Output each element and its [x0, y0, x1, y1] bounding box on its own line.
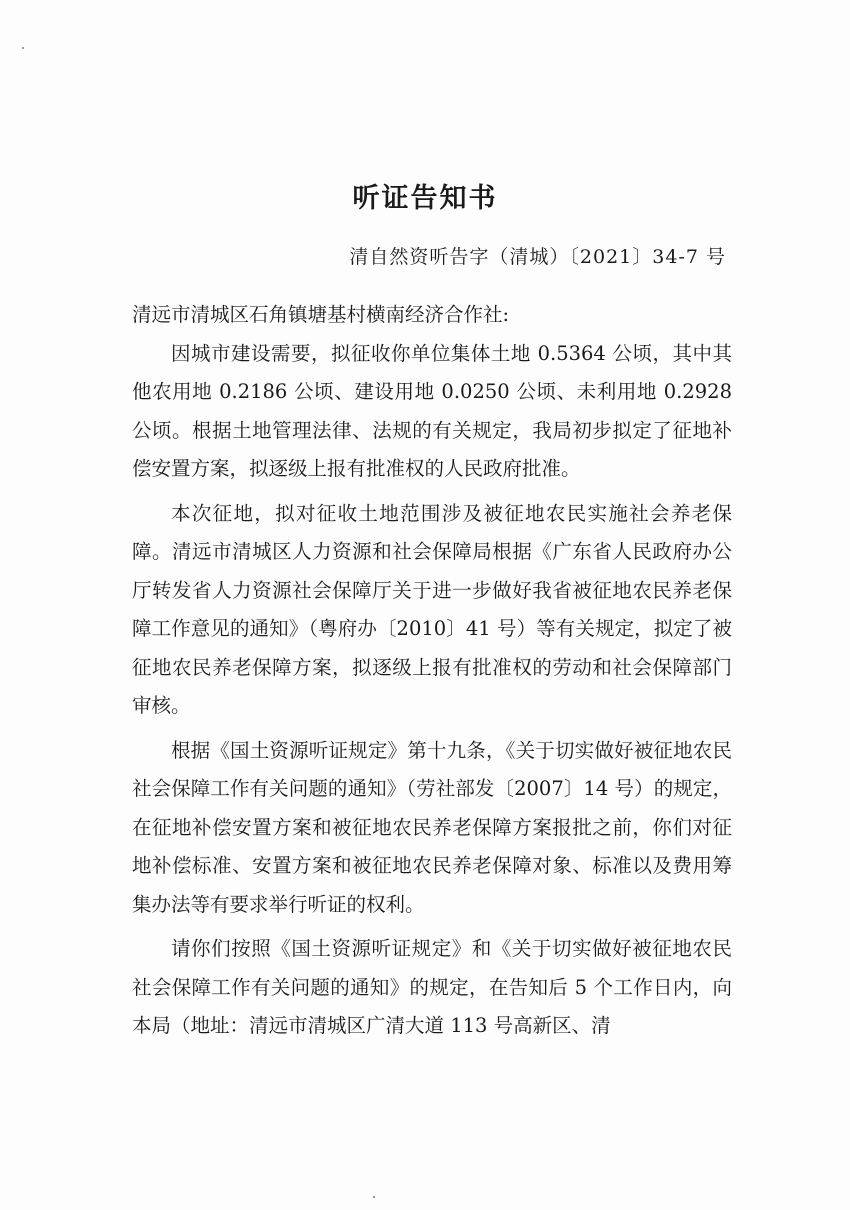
paragraph-hearing-request: 请你们按照《国土资源听证规定》和《关于切实做好被征地农民社会保障工作有关问题的通知》的规定，在告知后 5 个工作日内，向本局（地址：清远市清城区广清大道 113 号高新区、清 [132, 937, 732, 1037]
document-body [132, 296, 732, 1052]
salutation: 清远市清城区石角镇塘基村横南经济合作社: [132, 303, 510, 326]
document-number: 清自然资听告字（清城）〔2021〕34-7 号 [349, 246, 726, 268]
scan-speck [373, 1196, 375, 1198]
paragraph-hearing-rights: 根据《国土资源听证规定》第十九条，《关于切实做好被征地农民社会保障工作有关问题的通知》（劳社部发〔2007〕14 号）的规定，在征地补偿安置方案和被征地农民养老保障方案报批之前，你们对征地补偿标准、安置方案和被征地农民养老保障对象、标准以及费用筹集办法等有要求举行听证的权利。 [132, 738, 732, 916]
scan-speck [22, 47, 24, 49]
document-title: 听证告知书 [352, 183, 498, 214]
paragraph-land-acquisition: 因城市建设需要，拟征收你单位集体土地 0.5364 公顷，其中其他农用地 0.2186 公顷、建设用地 0.0250 公顷、未利用地 0.2928 公顷。根据土地管理法律、法规的有关规定，我局初步拟定了征地补偿安置方案，拟逐级上报有批准权的人民政府批准。 [132, 341, 732, 480]
paragraph-pension-security: 本次征地，拟对征收土地范围涉及被征地农民实施社会养老保障。清远市清城区人力资源和社会保障局根据《广东省人民政府办公厅转发省人力资源社会保障厅关于进一步做好我省被征地农民养老保障工作意见的通知》（粤府办〔2010〕41 号）等有关规定，拟定了被征地农民养老保障方案，拟逐级上报有批准权的劳动和社会保障部门审核。 [132, 501, 732, 717]
